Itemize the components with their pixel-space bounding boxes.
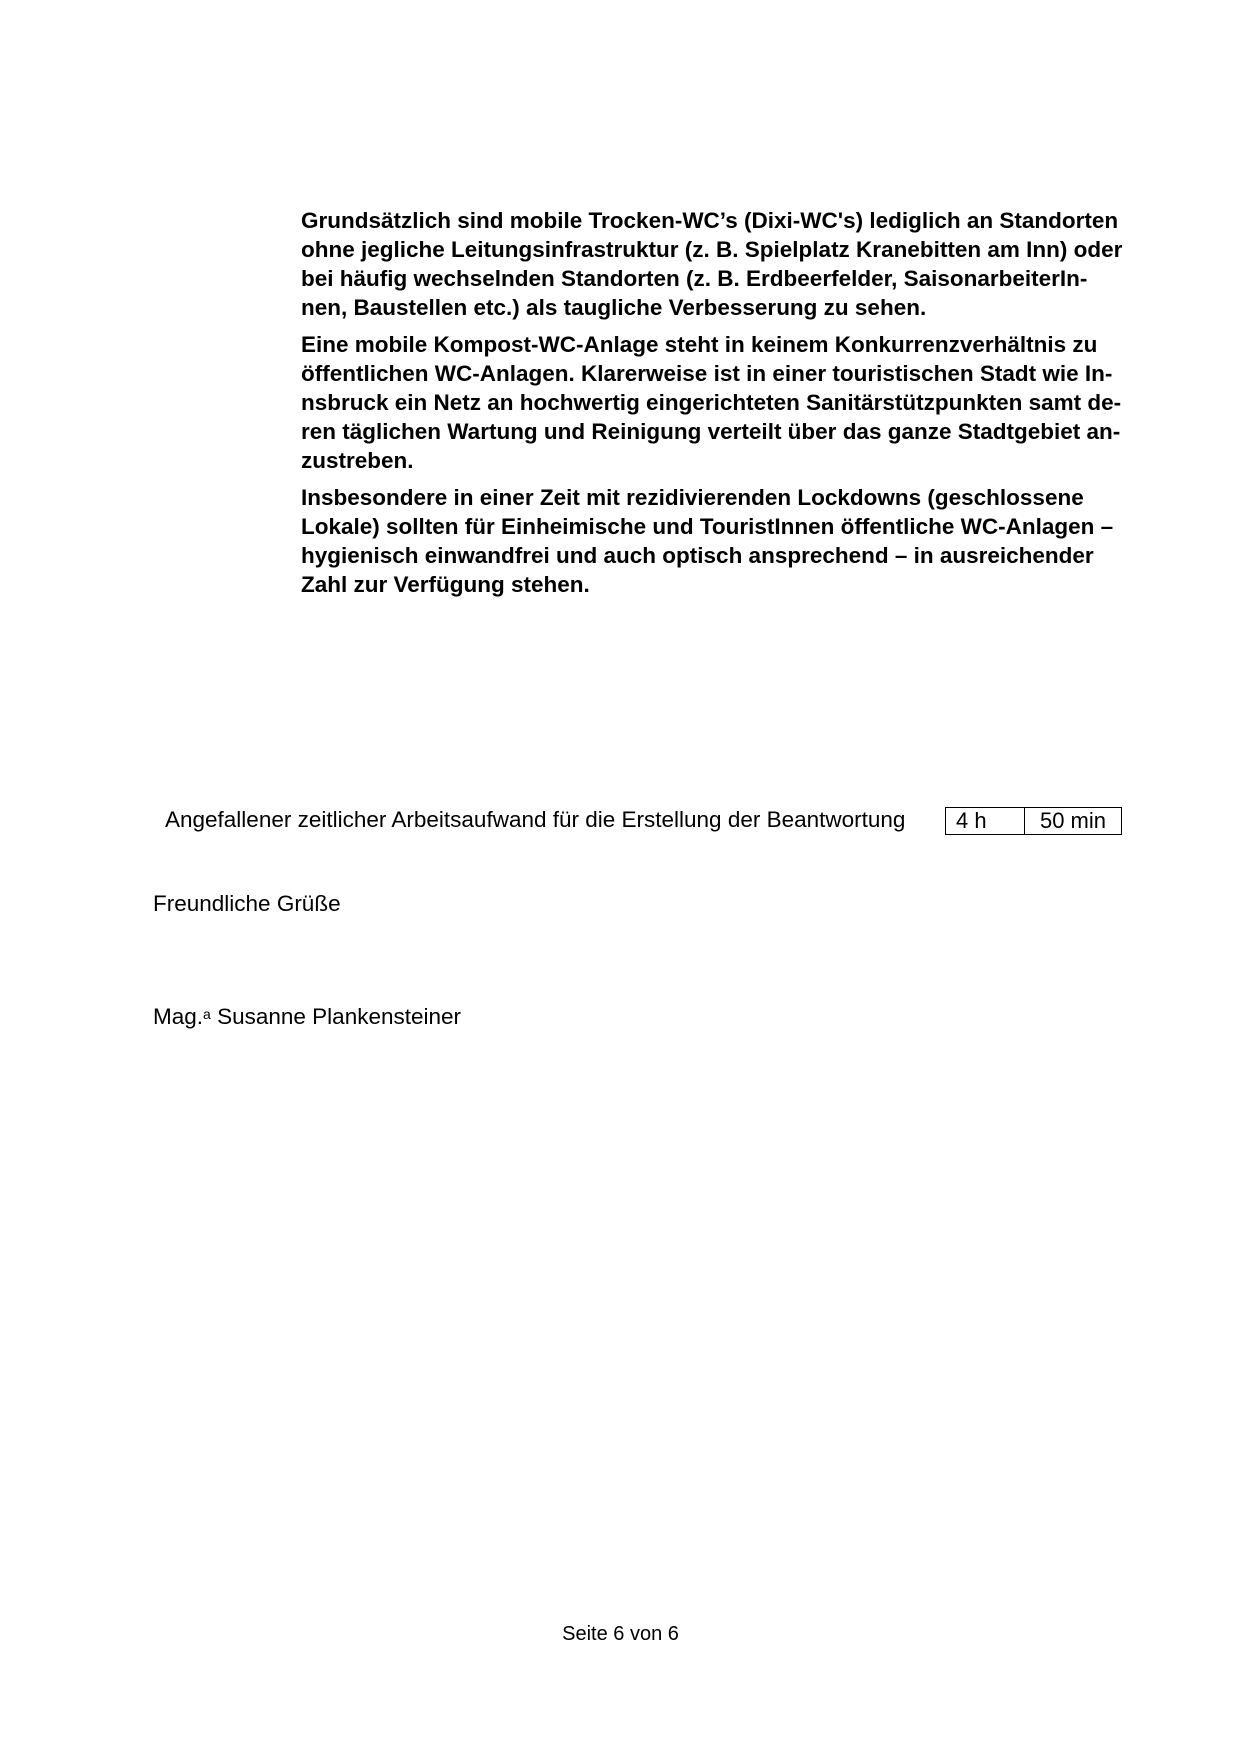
answer-paragraph-3 <box>301 483 1141 599</box>
closing-greeting: Freundliche Grüße <box>153 891 341 916</box>
text-line: Insbesondere in einer Zeit mit rezidivierenden Lockdowns (geschlossene <box>301 485 1084 510</box>
answer-paragraph-1 <box>301 206 1141 322</box>
text-line: zustreben. <box>301 448 414 473</box>
text-line: Eine mobile Kompost-WC-Anlage steht in keinem Konkurrenzverhältnis zu <box>301 332 1098 357</box>
text-line: hygienisch einwandfrei und auch optisch ansprechend – in ausreichender <box>301 543 1094 568</box>
person-name: Susanne Plankensteiner <box>217 1004 462 1029</box>
page-number-footer: Seite 6 von 6 <box>562 1623 679 1645</box>
effort-label: Angefallener zeitlicher Arbeitsaufwand für die Erstellung der Beantwortung <box>165 807 906 832</box>
text-line: Zahl zur Verfügung stehen. <box>301 572 590 597</box>
effort-row <box>165 806 905 834</box>
answer-paragraph-2 <box>301 330 1141 475</box>
signature-name <box>153 1003 461 1031</box>
answer-text-block <box>301 206 1141 607</box>
effort-minutes: 50 min <box>1039 808 1107 833</box>
effort-hours: 4 h <box>946 808 1025 834</box>
text-line: nsbruck ein Netz an hochwertig eingerichteten Sanitärstützpunkten samt de- <box>301 390 1122 415</box>
text-line: öffentlichen WC-Anlagen. Klarerweise ist in einer touristischen Stadt wie In- <box>301 361 1113 386</box>
title-prefix: Mag. <box>153 1004 204 1029</box>
text-line: Lokale) sollten für Einheimische und TouristInnen öffentliche WC-Anlagen – <box>301 514 1114 539</box>
text-line: ren täglichen Wartung und Reinigung verteilt über das ganze Stadtgebiet an- <box>301 419 1121 444</box>
text-line: ohne jegliche Leitungsinfrastruktur (z. B. Spielplatz Kranebitten am Inn) oder <box>301 237 1123 262</box>
text-line: Grundsätzlich sind mobile Trocken-WC’s (Dixi-WC's) lediglich an Standorten <box>301 208 1119 233</box>
text-line: bei häufig wechselnden Standorten (z. B. Erdbeerfelder, SaisonarbeiterIn- <box>301 266 1088 291</box>
effort-time-box <box>945 807 1122 835</box>
text-line: nen, Baustellen etc.) als taugliche Verbesserung zu sehen. <box>301 295 927 320</box>
title-suffix: a <box>203 1006 211 1022</box>
